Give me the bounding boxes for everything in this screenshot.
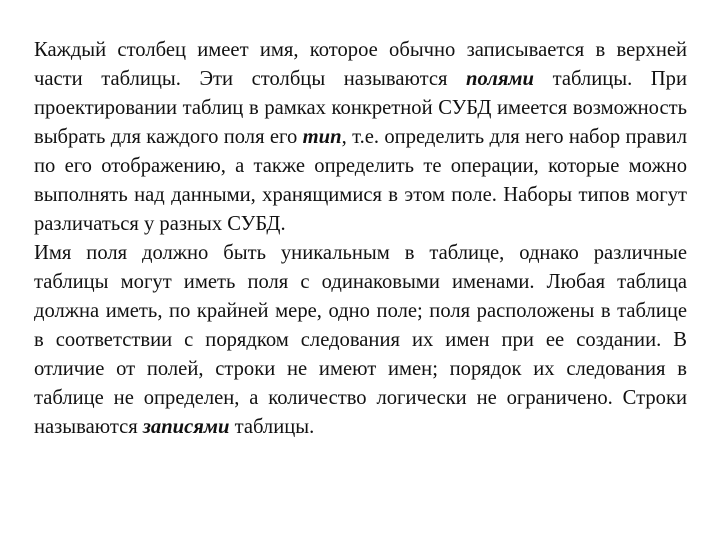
paragraph-names bbox=[34, 239, 687, 442]
term-records: записями bbox=[142, 416, 230, 438]
text-block bbox=[34, 36, 687, 442]
paragraph-text: , т.е. определить для него набор правил по его отображению, а также определить те операции, которые можно выполнять над данными, хранящимися в этом поле. Наборы типов могут различаться у разных СУБД. bbox=[34, 126, 687, 235]
paragraph-text: Имя поля должно быть уникальным в таблице, однако различные таблицы могут иметь поля с одинаковыми именами. Любая таблица должна иметь, по крайней мере, одно поле; поля расположены в таблице в соответствии с порядком следования их имен при ее создании. В отличие от полей, строки не имеют имен; порядок их следования в таблице не определен, а количество логически не ограничено. Строки называются bbox=[34, 242, 687, 438]
paragraph-text: Каждый столбец имеет имя, которое обычно записывается в верхней части таблицы. Эти столбцы называются bbox=[34, 39, 687, 90]
term-fields: полями bbox=[466, 68, 534, 90]
term-type: тип bbox=[302, 126, 342, 148]
paragraph-text: таблицы. При проектировании таблиц в рамках конкретной СУБД имеется возможность выбрать для каждого поля его bbox=[34, 68, 687, 148]
paragraph-text: таблицы. bbox=[229, 416, 315, 438]
paragraph-fields bbox=[34, 36, 687, 239]
